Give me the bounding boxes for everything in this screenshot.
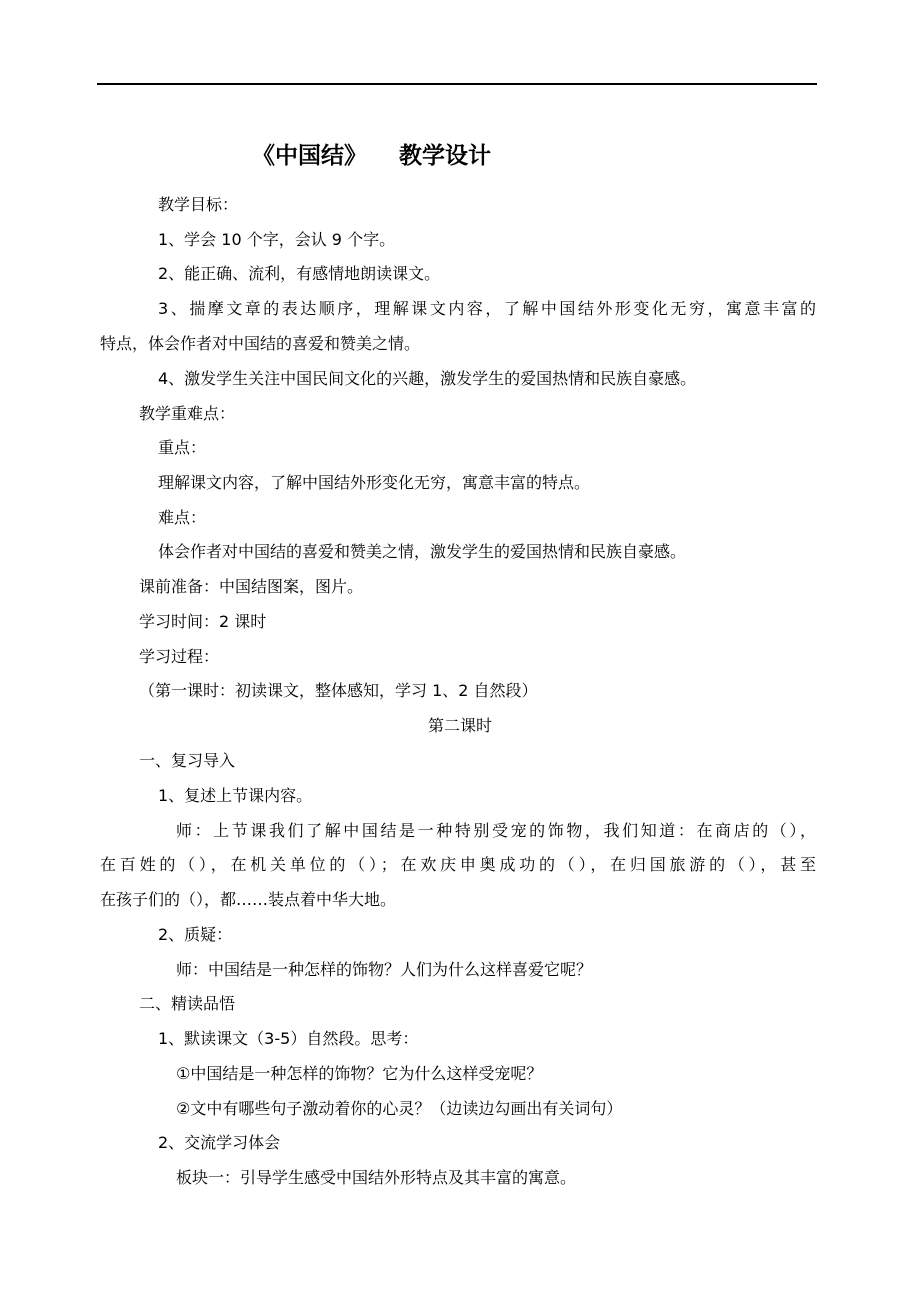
section-heading-process: 学习过程： [139,647,220,666]
teacher-review-line-2: 在百姓的（），在机关单位的（）；在欢庆申奥成功的（），在归国旅游的（），甚至 [100,855,816,874]
goal-item-3-continued: 特点，体会作者对中国结的喜爱和赞美之情。 [100,334,421,353]
key-point-text: 理解课文内容，了解中国结外形变化无穷，寓意丰富的特点。 [158,473,591,492]
section-heading-goals: 教学目标： [158,195,239,214]
part-one-heading: 一、复习导入 [139,751,236,770]
section-heading-key-points: 教学重难点： [139,404,236,423]
header-rule [97,83,817,85]
goal-item-1: 1、学会 10 个字，会认 9 个字。 [158,230,396,249]
question-2: ②文中有哪些句子激动着你的心灵？（边读边勾画出有关词句） [176,1099,623,1118]
goal-item-2: 2、能正确、流利，有感情地朗读课文。 [158,264,441,283]
label-difficulty: 难点： [158,508,207,527]
label-key-point: 重点： [158,438,207,457]
block-one: 板块一：引导学生感受中国结外形特点及其丰富的寓意。 [176,1168,577,1187]
teacher-question: 师：中国结是一种怎样的饰物？人们为什么这样喜爱它呢？ [176,960,593,979]
goal-item-4: 4、激发学生关注中国民间文化的兴趣，激发学生的爱国热情和民族自豪感。 [158,369,697,388]
goal-item-3: 3、揣摩文章的表达顺序，理解课文内容，了解中国结外形变化无穷，寓意丰富的 [158,299,816,318]
step-review: 1、复述上节课内容。 [158,786,313,805]
part-two-heading: 二、精读品悟 [139,994,236,1013]
teacher-review-line-1: 师：上节课我们了解中国结是一种特别受宠的饰物，我们知道：在商店的（）， [176,821,816,840]
first-lesson-note: （第一课时：初读课文，整体感知，学习 1、2 自然段） [139,681,538,700]
teacher-review-line-3: 在孩子们的（），都……装点着中华大地。 [100,890,397,909]
document-title: 《中国结》 教学设计 [252,143,492,169]
question-1: ①中国结是一种怎样的饰物？它为什么这样受宠呢？ [176,1064,543,1083]
difficulty-text: 体会作者对中国结的喜爱和赞美之情，激发学生的爱国热情和民族自豪感。 [158,542,687,561]
second-lesson-heading: 第二课时 [427,716,492,735]
preparation: 课前准备：中国结图案，图片。 [139,577,364,596]
step-question: 2、质疑： [158,925,233,944]
step-exchange: 2、交流学习体会 [158,1133,281,1152]
step-silent-reading: 1、默读课文（3-5）自然段。思考： [158,1029,419,1048]
study-time: 学习时间：2 课时 [139,612,267,631]
